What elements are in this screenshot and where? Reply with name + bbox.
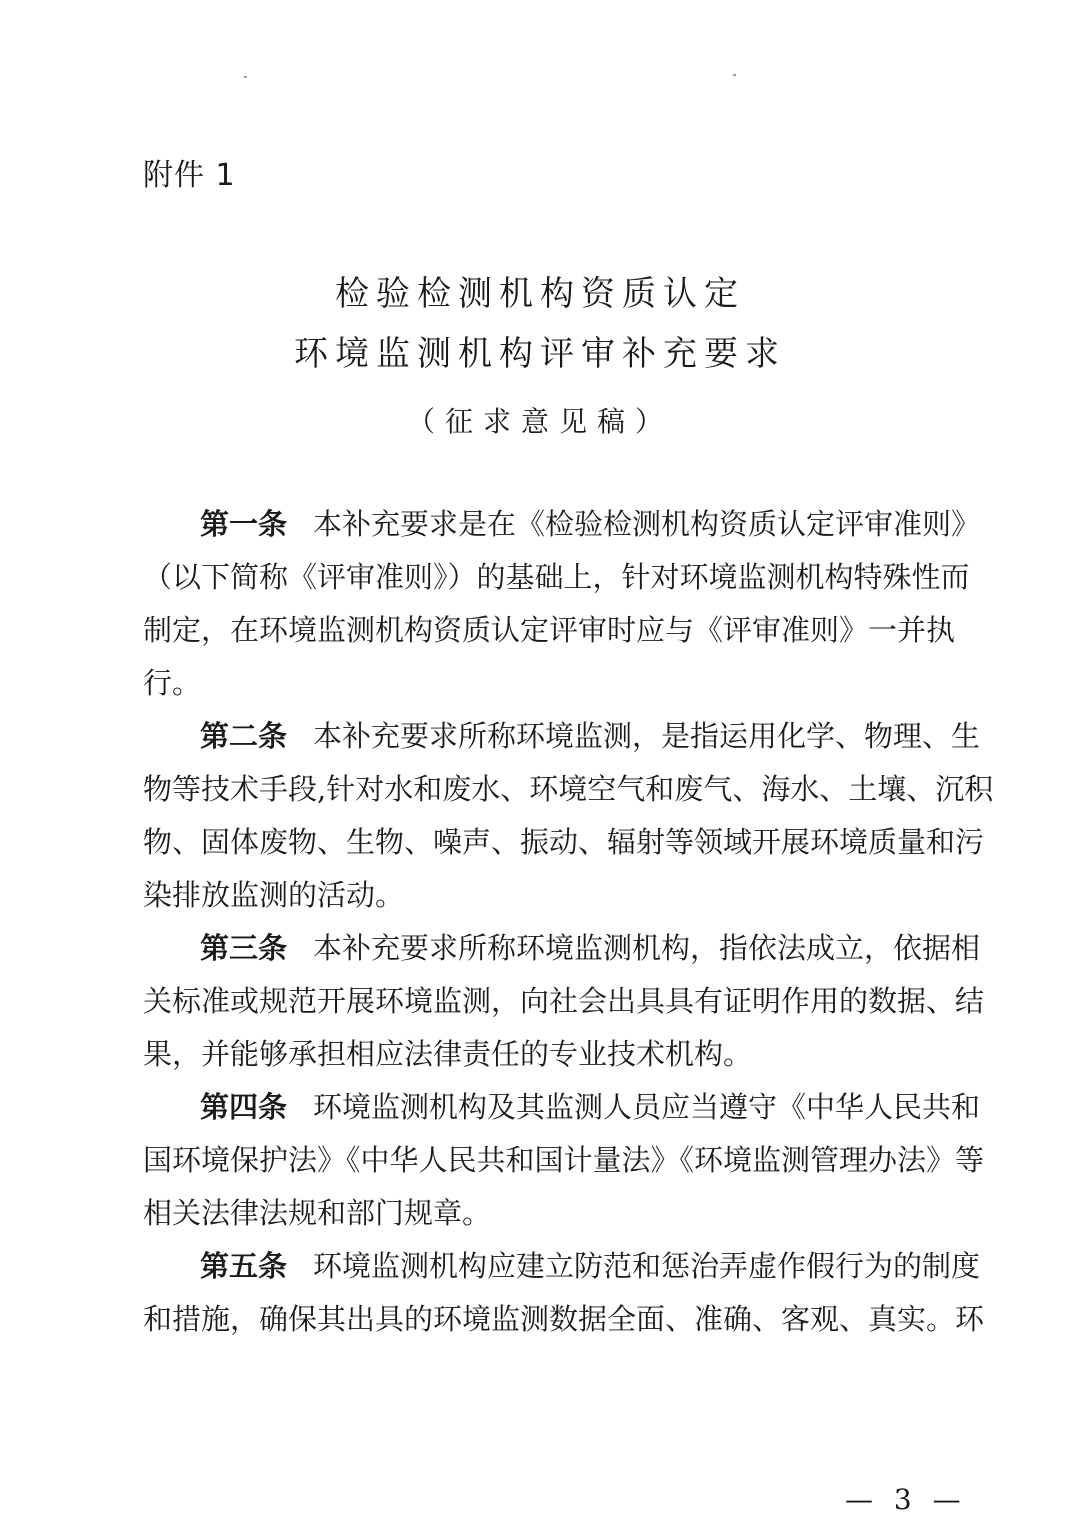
article-2-line-2: 物等技术手段,针对水和废水、环境空气和废气、海水、土壤、沉积 [143, 772, 994, 806]
article-2-label: 第二条 [200, 719, 288, 753]
article-4-label: 第四条 [200, 1090, 288, 1124]
article-4-line-2: 国环境保护法》《中华人民共和国计量法》《环境监测管理办法》等 [143, 1143, 985, 1177]
article-text: 环境监测机构及其监测人员应当遵守《中华人民共和 [313, 1090, 981, 1124]
article-text: 本补充要求所称环境监测机构，指依法成立，依据相 [313, 931, 981, 965]
article-text: 本补充要求所称环境监测，是指运用化学、物理、生 [313, 719, 981, 753]
article-1-label: 第一条 [200, 507, 288, 541]
article-1-line-1 [200, 504, 981, 544]
article-text: 本补充要求是在《检验检测机构资质认定评审准则》 [313, 507, 981, 541]
attachment-label: 附件 1 [143, 158, 236, 193]
article-4-line-1 [200, 1087, 981, 1127]
article-3-line-1 [200, 928, 981, 968]
article-5-line-2: 和措施，确保其出具的环境监测数据全面、准确、客观、真实。环 [143, 1302, 985, 1336]
scan-speck [733, 74, 736, 76]
article-3-line-3: 果，并能够承担相应法律责任的专业技术机构。 [143, 1037, 753, 1071]
article-5-label: 第五条 [200, 1249, 288, 1283]
article-4-line-3: 相关法律法规和部门规章。 [143, 1196, 492, 1230]
article-5-line-1 [200, 1246, 981, 1286]
document-subtitle: （征求意见稿） [406, 405, 673, 438]
document-title-line-1: 检验检测机构资质认定 [335, 274, 745, 314]
document-title-line-2: 环境监测机构评审补充要求 [294, 334, 786, 374]
article-2-line-3: 物、固体废物、生物、噪声、振动、辐射等领域开展环境质量和污 [143, 825, 985, 859]
article-2-line-4: 染排放监测的活动。 [143, 878, 405, 912]
article-1-line-3: 制定，在环境监测机构资质认定评审时应与《评审准则》一并执 [143, 613, 956, 647]
article-3-line-2: 关标准或规范开展环境监测，向社会出具具有证明作用的数据、结 [143, 984, 985, 1018]
article-1-line-2: （以下简称《评审准则》）的基础上，针对环境监测机构特殊性而 [143, 560, 970, 594]
page-number: — 3 — [845, 1483, 967, 1516]
article-text: 环境监测机构应建立防范和惩治弄虚作假行为的制度 [313, 1249, 981, 1283]
article-2-line-1 [200, 716, 981, 756]
article-3-label: 第三条 [200, 931, 288, 965]
article-1-line-4: 行。 [143, 666, 202, 700]
scan-speck [244, 76, 247, 78]
